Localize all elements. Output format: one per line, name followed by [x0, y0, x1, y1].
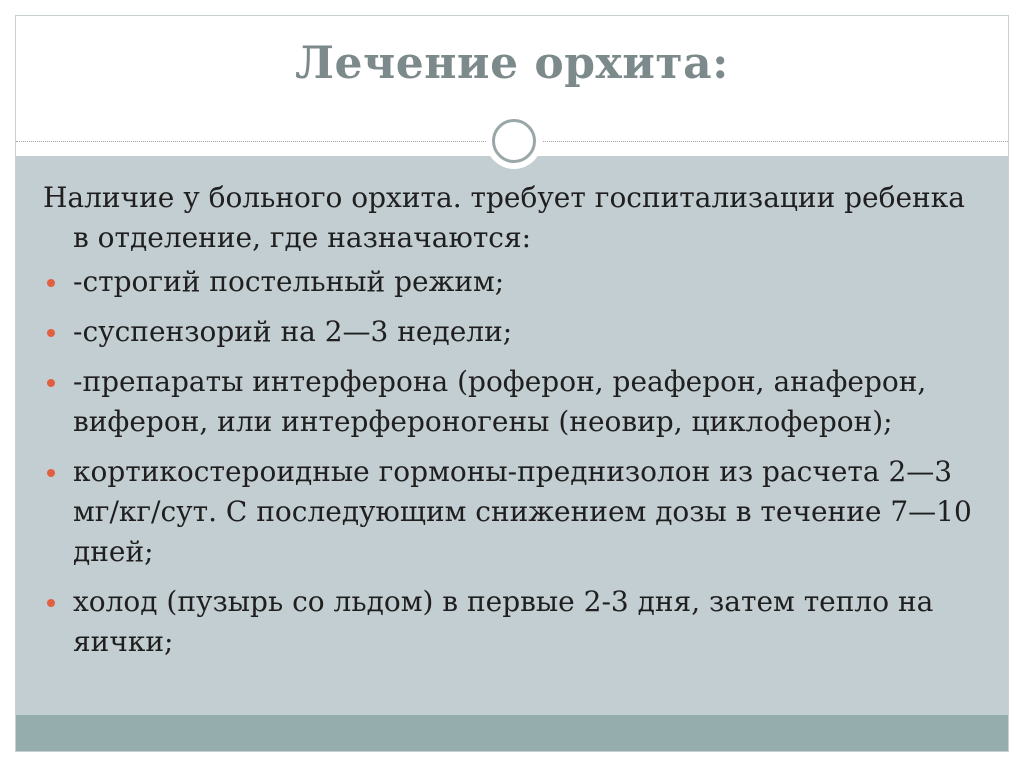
- list-item-text: -препараты интерферона (роферон, реаферон, анаферон, виферон, или интерфероногены (неовир, циклоферон);: [73, 365, 927, 438]
- list-item-text: -суспензорий на 2—3 недели;: [73, 315, 513, 348]
- list-item: [43, 362, 973, 442]
- circle-ornament-icon: [486, 113, 542, 169]
- list-item: [43, 452, 973, 572]
- list-item: [43, 312, 973, 352]
- list-item: [43, 262, 973, 302]
- bullet-icon: [47, 279, 55, 287]
- list-item-text: холод (пузырь со льдом) в первые 2-3 дня, затем тепло на яички;: [73, 585, 934, 658]
- footer-bar: [16, 715, 1008, 751]
- list-item-text: -строгий постельный режим;: [73, 265, 505, 298]
- intro-text: Наличие у больного орхита. требует госпитализации ребенка в отделение, где назначаются:: [43, 181, 965, 254]
- bullet-icon: [47, 379, 55, 387]
- list-item-text: кортикостероидные гормоны-преднизолон из расчета 2—3 мг/кг/сут. С последующим снижением дозы в течение 7—10 дней;: [73, 455, 972, 568]
- bullet-icon: [47, 599, 55, 607]
- ornament-ring: [492, 119, 536, 163]
- slide: [15, 15, 1009, 752]
- bullet-icon: [47, 469, 55, 477]
- bullet-icon: [47, 329, 55, 337]
- slide-title: Лечение орхита:: [295, 38, 729, 89]
- slide-content: [43, 178, 973, 672]
- list-item: [43, 582, 973, 662]
